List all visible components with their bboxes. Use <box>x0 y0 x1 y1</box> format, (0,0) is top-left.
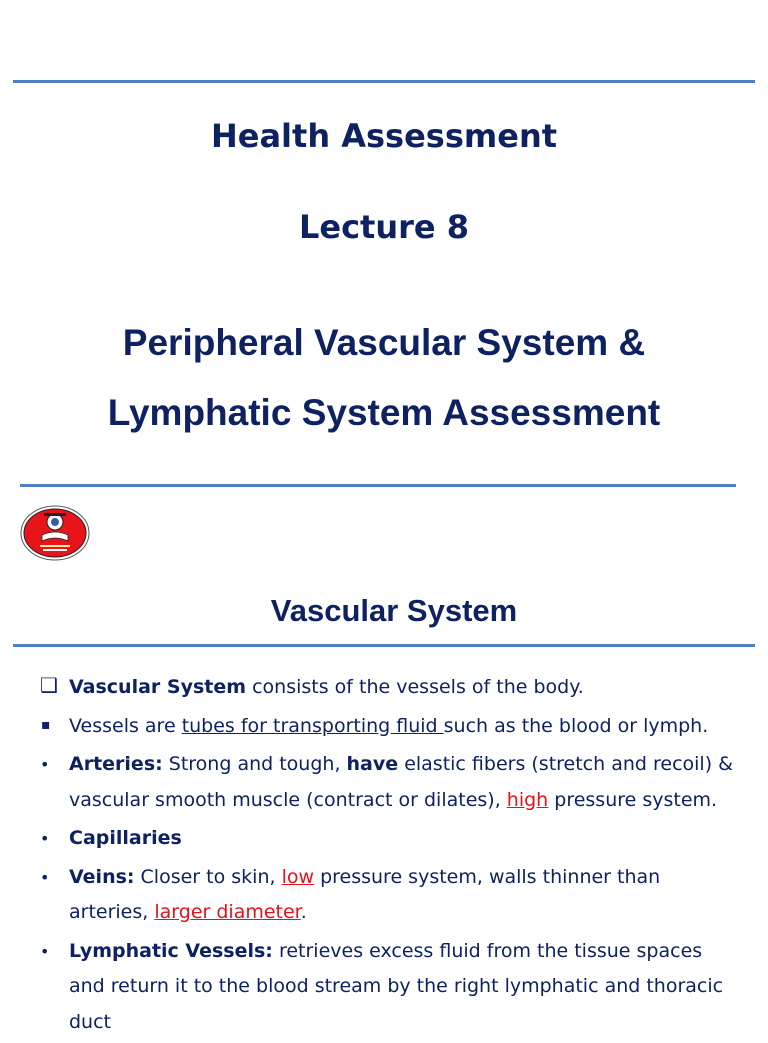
text: Vessels are <box>69 714 182 737</box>
text: such as the blood or lymph. <box>443 714 709 737</box>
topic-line-2: Lymphatic System Assessment <box>107 392 661 433</box>
term: Veins: <box>69 865 135 888</box>
highlight-larger-diameter: larger diameter <box>154 901 301 923</box>
bullet-capillaries <box>0 821 768 857</box>
bullet-veins <box>0 860 768 931</box>
bullet-list <box>0 670 768 1043</box>
bullet-vessels <box>0 709 768 745</box>
dot-bullet-icon: • <box>40 941 50 961</box>
text: consists of the vessels of the body. <box>246 676 584 698</box>
underlined-text: tubes for transporting fluid <box>181 714 444 737</box>
term: Capillaries <box>69 827 182 849</box>
text: Closer to skin, <box>134 865 282 888</box>
university-seal-icon <box>20 505 92 562</box>
text: pressure system, walls thinner than <box>314 865 661 888</box>
square-bullet-icon: ▪ <box>41 716 51 733</box>
dot-bullet-icon: • <box>40 755 50 774</box>
bullet-vascular-system <box>0 670 768 706</box>
text: elastic fibers (stretch and recoil) & <box>398 753 733 775</box>
text: arteries, <box>69 901 155 923</box>
middle-rule <box>20 484 736 487</box>
course-title: Health Assessment <box>210 117 558 155</box>
topic-line-1: Peripheral Vascular System & <box>122 322 646 363</box>
lecture-number: Lecture 8 <box>298 208 470 246</box>
bullet-arteries <box>0 747 768 818</box>
text: vascular smooth muscle (contract or dilates), <box>69 788 507 811</box>
dot-bullet-icon: • <box>40 867 50 887</box>
section-title: Vascular System <box>270 593 518 628</box>
term: Arteries: <box>69 753 163 775</box>
text: . <box>300 901 307 923</box>
term: Vascular System <box>69 676 247 698</box>
text: retrieves excess fluid from the tissue spaces <box>272 939 703 962</box>
highlight-high: high <box>506 788 549 811</box>
bold-text: have <box>346 753 399 775</box>
text: Strong and tough, <box>162 753 347 775</box>
text: pressure system. <box>548 788 718 811</box>
bullet-lymphatic-vessels <box>0 934 768 1041</box>
section-rule <box>13 644 755 647</box>
highlight-low: low <box>281 865 315 888</box>
term: Lymphatic Vessels: <box>69 939 273 962</box>
text: and return it to the blood stream by the right lymphatic and thoracic <box>69 975 724 997</box>
top-rule <box>13 80 755 83</box>
checkbox-bullet-icon: ❑ <box>40 673 58 697</box>
dot-bullet-icon: • <box>40 829 50 848</box>
text: duct <box>69 1010 111 1033</box>
